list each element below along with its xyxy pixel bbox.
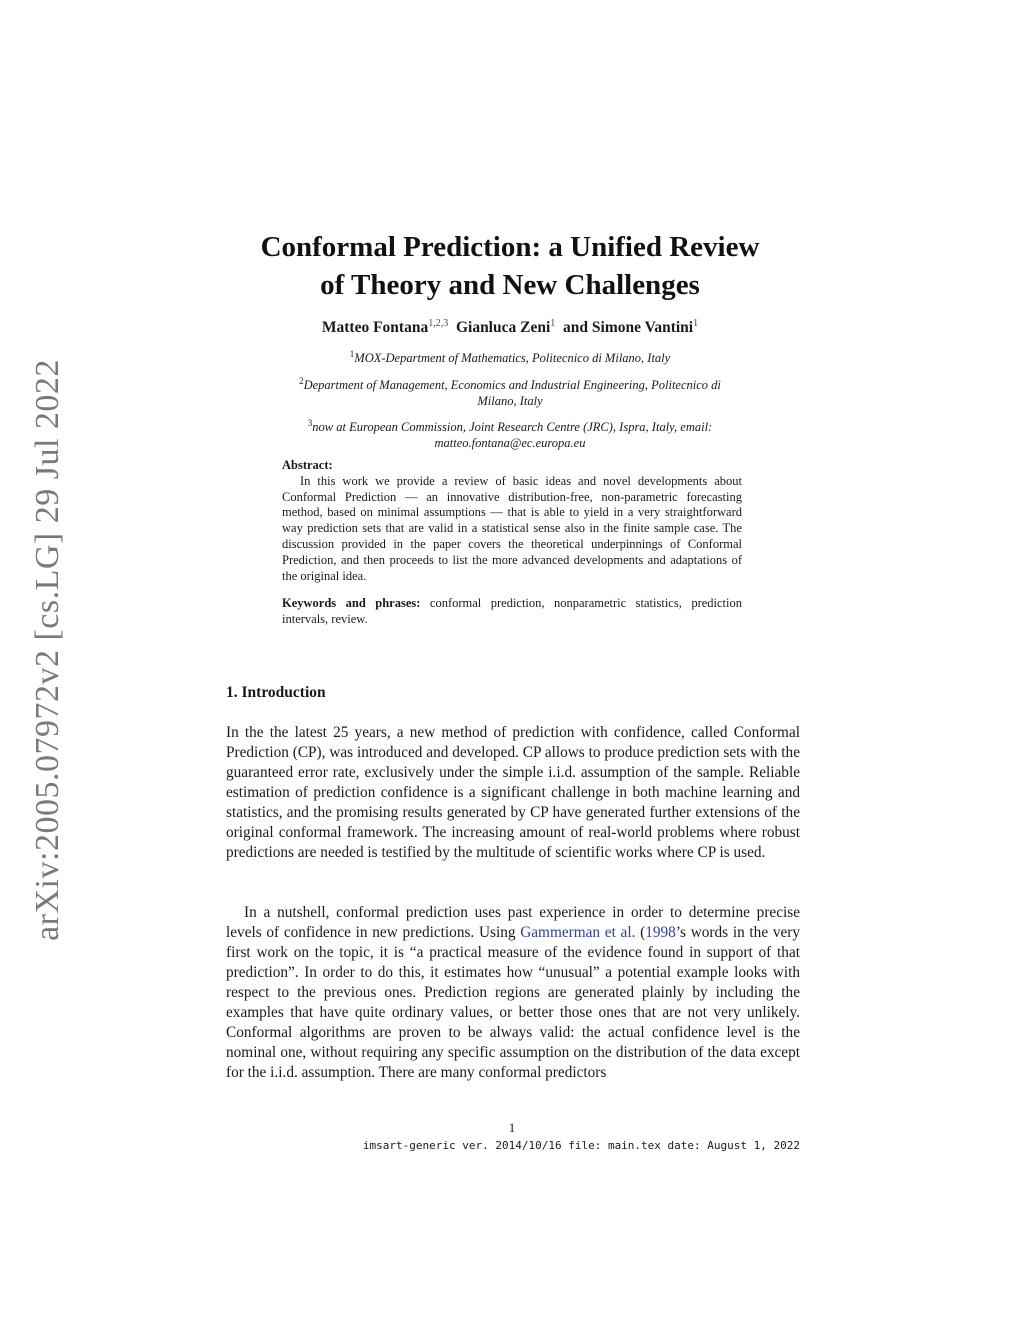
author-name: Matteo Fontana bbox=[321, 319, 429, 337]
author-list bbox=[190, 318, 830, 337]
paragraph-text: In a nutshell, conformal prediction uses past experience in order to determine precise levels of confidence in new predictions. Using bbox=[226, 904, 800, 941]
page-footer: imsart-generic ver. 2014/10/16 file: main.tex date: August 1, 2022 bbox=[362, 1139, 800, 1152]
affiliation-3 bbox=[230, 415, 790, 451]
title-line-1: Conformal Prediction: a Unified Review bbox=[260, 231, 760, 263]
keywords-block bbox=[282, 596, 742, 628]
author-conjunction: and bbox=[563, 319, 589, 337]
affiliation-2 bbox=[230, 373, 790, 409]
affiliation-email: matteo.fontana@ec.europa.eu bbox=[434, 436, 586, 451]
author-affiliation-ref[interactable]: 1,2,3 bbox=[428, 318, 449, 329]
abstract-block bbox=[282, 458, 742, 628]
abstract-label: Abstract: bbox=[282, 458, 333, 472]
affiliation-text: Department of Management, Economics and Industrial Engineering, Politecnico di bbox=[303, 378, 721, 393]
author-name: Simone Vantini bbox=[591, 319, 694, 337]
keywords-text: conformal prediction, nonparametric statistics, prediction intervals, review. bbox=[282, 596, 742, 627]
citation-link-year[interactable]: 1998 bbox=[645, 924, 676, 941]
author-affiliation-ref[interactable]: 1 bbox=[550, 318, 556, 329]
paper-title bbox=[190, 228, 830, 304]
title-line-2: of Theory and New Challenges bbox=[320, 269, 700, 301]
arxiv-identifier-stamp: arXiv:2005.07972v2 [cs.LG] 29 Jul 2022 bbox=[29, 359, 66, 941]
citation-link-author[interactable]: Gammerman et al. bbox=[520, 924, 636, 941]
intro-paragraph-1: In the the latest 25 years, a new method of prediction with confidence, called Conformal Prediction (CP), was introduced and developed. CP allows to produce prediction sets with the guaranteed error rate, exclusively under the simple i.i.d. assumption of the sample. Reliable estimation of prediction confidence is a significant challenge in both machine learning and statistics, and the promising results generated by CP have generated further extensions of the original conformal framework. The increasing amount of real-world problems where robust predictions are needed is testified by the multitude of scientific works where CP is used. bbox=[226, 724, 800, 861]
keywords-label: Keywords and phrases: bbox=[282, 596, 421, 611]
affiliation-1 bbox=[230, 346, 790, 366]
affiliation-text: now at European Commission, Joint Research Centre (JRC), Ispra, Italy, email: bbox=[312, 420, 713, 435]
affiliation-text: MOX-Department of Mathematics, Politecnico di Milano, Italy bbox=[354, 351, 671, 366]
author-name: Gianluca Zeni bbox=[455, 319, 551, 337]
affiliation-marker: 3 bbox=[307, 418, 313, 428]
paragraph-text: ’s words in the very first work on the topic, it is “a practical measure of the evidence found in support of that prediction”. In order to do this, it estimates how “unusual” a potential example looks with respect to the previous ones. Prediction regions are generated plainly by including the examples that have quite ordinary values, or better those ones that are not very unlikely. Conformal algorithms are proven to be always valid: the actual confidence level is the nominal one, without requiring any specific assumption on the distribution of the data except for the i.i.d. assumption. There are many conformal predictors bbox=[226, 924, 801, 1081]
affiliation-marker: 1 bbox=[349, 349, 355, 359]
page-number: 1 bbox=[508, 1120, 516, 1135]
section-heading-introduction: 1. Introduction bbox=[226, 684, 326, 701]
abstract-body: In this work we provide a review of basic ideas and novel developments about Conformal Prediction — an innovative distribution-free, non-parametric forecasting method, based on minimal assumptions — that is able to yield in a very straightforward way prediction sets that are valid in a statistical sense also in the finite sample case. The discussion provided in the paper covers the theoretical underpinnings of Conformal Prediction, and then proceeds to list the more advanced developments and adaptations of the original idea. bbox=[282, 473, 742, 583]
author-affiliation-ref[interactable]: 1 bbox=[693, 318, 699, 329]
affiliation-marker: 2 bbox=[299, 376, 304, 386]
affiliation-text-cont: Milano, Italy bbox=[477, 394, 543, 409]
intro-paragraph-2: In a nutshell, conformal prediction uses past experience in order to determine precise levels of confidence in new predictions. Using Gammerman et al. (1998’s words in the very first work on the topic, it is “a practical measure of the evidence found in support of that prediction”. In order to do this, it estimates how “unusual” a potential example looks with respect to the previous ones. Prediction regions are generated plainly by including the examples that have quite ordinary values, or better those ones that are not very unlikely. Conformal algorithms are proven to be always valid: the actual confidence level is the nominal one, without requiring any specific assumption on the distribution of the data except for the i.i.d. assumption. There are many conformal predictors bbox=[226, 904, 801, 1081]
